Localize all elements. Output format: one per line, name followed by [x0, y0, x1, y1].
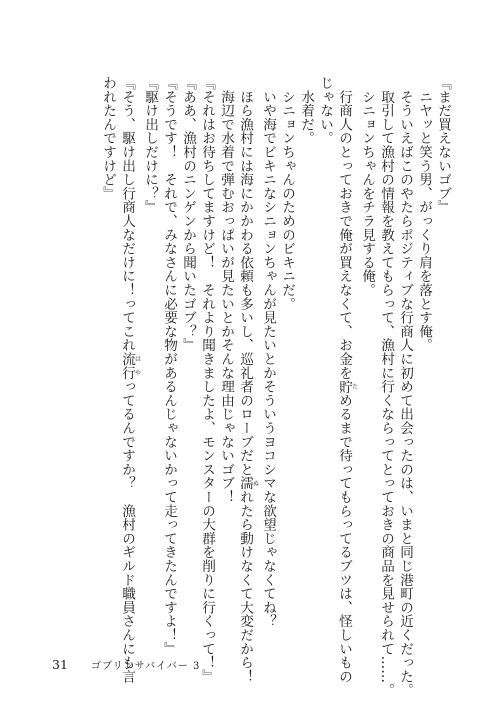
text-line: じゃない。 — [317, 76, 333, 145]
text-line: そういえばこのやたらポジティブな行商人に初めて出会ったのは、いまと同じ港町の近くだった。 — [397, 76, 413, 697]
text-line: いや海でビキニなシニョンちゃんが見たいとかそういうヨコシマな欲望じゃなくてね？ — [260, 76, 276, 628]
page-footer — [52, 654, 200, 673]
text-line: 行商人のとっておきで俺が買えなくて、お金を貯ためるまで待ってもらってるブツは、怪しいもの — [336, 76, 358, 684]
ruby-annotation: 濡ぬ — [237, 476, 259, 491]
text-line: シニョンちゃんのためのビキニだ。 — [279, 76, 295, 311]
ruby-annotation: 貯た — [336, 379, 358, 394]
book-title: ゴブリンサバイバー 3 — [91, 661, 201, 672]
ruby-reading: ぬ — [251, 476, 259, 490]
text-line: 海辺で水着で弾むおっぱいが見たいとかそんな理由じゃないゴブ！ — [218, 76, 234, 504]
text-line: われたんですけど』 — [100, 76, 116, 201]
ruby-reading: た — [350, 379, 358, 394]
text-line: 『まだ買えないゴブ』 — [435, 76, 451, 214]
ruby-reading: はや — [133, 352, 141, 380]
text-line: 『駆け出しだけに？』 — [142, 76, 158, 214]
text-line: ほら漁村には海にかかわる依頼も多いし、巡礼者のローブだと濡ぬれたら動けなくて大変だから！ — [237, 76, 259, 684]
text-line: 『それはお待ちしてますけど！ それより聞きましたよ、モンスターの大群を削りに行くって！』 — [199, 76, 215, 684]
page-number: 31 — [52, 657, 68, 672]
text-line: シニョンちゃんをチラ見する俺。 — [359, 76, 375, 297]
text-line: 『そう、駆け出し行商人なだけに！ってこれ流行はやってるんですか？ 漁村のギルド職員さんにも言 — [119, 76, 141, 684]
text-line: 『ああ、漁村のニンゲンから聞いたゴブ？』 — [180, 76, 196, 352]
text-line: 取引して漁村の情報を教えてもらって、漁村に行くならってとっておきの商品を見せられて……。 — [378, 76, 394, 697]
ruby-annotation: 流行はや — [119, 352, 141, 380]
text-line: 『そうです！ それで、みなさんに必要な物があるんじゃないかって走ってきたんですよ！』 — [161, 76, 177, 656]
text-line: ニヤッと笑う男、がっくり肩を落とす俺。 — [416, 76, 432, 352]
text-line: 水着だ。 — [298, 76, 314, 145]
